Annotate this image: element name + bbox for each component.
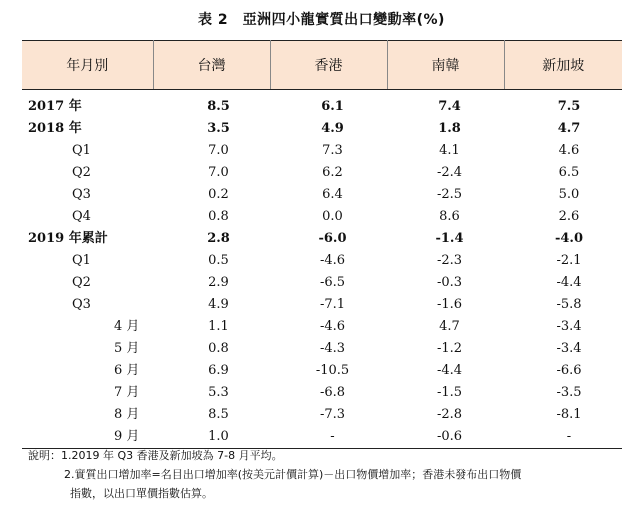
table-row [22,404,622,426]
cell-taiwan: 6.9 [208,363,229,378]
cell-korea: -1.2 [436,341,463,356]
cell-korea: 4.7 [439,319,460,334]
cell-singapore: 5.0 [558,187,580,202]
cell-taiwan: 5.3 [208,385,229,400]
header-hongkong: 香港 [270,41,387,90]
cell-korea: -2.4 [436,165,463,180]
table-row [22,118,622,140]
table-row [22,162,622,184]
cell-hongkong: 6.1 [321,99,344,114]
row-label: 2019 年累計 [28,231,108,246]
cell-singapore: -6.6 [556,363,582,378]
cell-korea: -1.6 [436,297,463,312]
cell-korea: -4.4 [436,363,463,378]
cell-korea: 1.8 [438,121,461,136]
row-label: Q1 [72,253,91,268]
table-row [22,250,622,272]
cell-singapore: 2.6 [558,209,580,224]
table-row [22,382,622,404]
cell-hongkong: 6.2 [322,165,343,180]
cell-hongkong: -6.0 [318,231,347,246]
table-row [22,206,622,228]
cell-hongkong: - [270,426,387,449]
cell-taiwan: 2.9 [208,275,229,290]
cell-singapore: - [504,426,622,449]
table-row [22,360,622,382]
export-growth-table [22,40,622,449]
cell-taiwan: 0.5 [208,253,229,268]
cell-taiwan: 0.2 [208,187,229,202]
row-label: Q3 [72,187,91,202]
cell-hongkong: -7.1 [319,297,346,312]
cell-singapore: 7.5 [557,99,581,114]
table-row [22,316,622,338]
row-label: 2017 年 [28,99,82,114]
cell-taiwan: 1.1 [208,319,229,334]
header-korea: 南韓 [387,41,504,90]
cell-singapore: 6.5 [558,165,580,180]
cell-hongkong: 4.9 [321,121,344,136]
cell-singapore: -4.4 [556,275,582,290]
cell-taiwan: 3.5 [207,121,230,136]
row-label: Q3 [72,297,91,312]
cell-hongkong: -4.6 [319,253,346,268]
cell-korea: -1.5 [436,385,463,400]
header-taiwan: 台灣 [153,41,270,90]
cell-taiwan: 0.8 [208,209,229,224]
cell-korea: -2.3 [436,253,463,268]
note-line-3: 指數，以出口單價指數估算。 [70,487,213,500]
table-row [22,184,622,206]
note-line-2: 2.實質出口增加率=名目出口增加率(按美元計價計算)－出口物價增加率；香港未發布出口物價 [64,468,522,481]
cell-hongkong: 0.0 [322,209,343,224]
cell-taiwan: 8.5 [207,99,230,114]
cell-singapore: -4.0 [554,231,583,246]
cell-hongkong: -4.3 [319,341,346,356]
cell-hongkong: 6.4 [322,187,343,202]
row-label: 8 月 [114,407,140,422]
cell-korea: -0.3 [436,275,463,290]
cell-korea: -2.5 [436,187,463,202]
cell-hongkong: 7.3 [322,143,343,158]
cell-singapore: -3.4 [556,319,582,334]
table-row [22,272,622,294]
cell-hongkong: -6.5 [319,275,346,290]
cell-hongkong: -4.6 [319,319,346,334]
cell-hongkong: -10.5 [315,363,350,378]
table-body [22,90,622,449]
header-period: 年月別 [22,41,153,90]
cell-hongkong: -6.8 [319,385,346,400]
cell-singapore: -2.1 [556,253,582,268]
cell-hongkong: -7.3 [319,407,346,422]
cell-korea: -0.6 [387,426,504,449]
cell-taiwan: 4.9 [208,297,229,312]
table-row [22,338,622,360]
cell-singapore: 4.6 [558,143,580,158]
row-label: 2018 年 [28,121,82,136]
row-label: 7 月 [114,385,140,400]
cell-korea: 4.1 [439,143,460,158]
row-label: Q4 [72,209,91,224]
cell-singapore: 4.7 [557,121,581,136]
cell-taiwan: 7.0 [208,165,229,180]
row-label: Q2 [72,165,91,180]
row-label: Q2 [72,275,91,290]
row-label: 4 月 [114,319,140,334]
note-line-1: 說明：1.2019 年 Q3 香港及新加坡為 7-8 月平均。 [28,449,283,462]
cell-singapore: -3.4 [556,341,582,356]
row-label: 5 月 [114,341,140,356]
row-label: 6 月 [114,363,140,378]
cell-taiwan: 0.8 [208,341,229,356]
cell-korea: -1.4 [435,231,464,246]
cell-korea: 7.4 [438,99,461,114]
row-label: 9 月 [22,426,153,449]
cell-taiwan: 1.0 [153,426,270,449]
table-row [22,96,622,118]
notes [28,446,521,503]
table-row [22,294,622,316]
cell-singapore: -3.5 [556,385,582,400]
row-label: Q1 [72,143,91,158]
table-header-row [22,41,622,90]
header-singapore: 新加坡 [504,41,622,90]
cell-korea: 8.6 [439,209,460,224]
cell-singapore: -5.8 [556,297,582,312]
cell-taiwan: 7.0 [208,143,229,158]
table-row [22,140,622,162]
cell-taiwan: 8.5 [208,407,229,422]
cell-korea: -2.8 [436,407,463,422]
cell-singapore: -8.1 [556,407,582,422]
cell-taiwan: 2.8 [207,231,230,246]
table-row [22,228,622,250]
table-title: 表 2 亞洲四小龍實質出口變動率(%) [198,12,445,28]
